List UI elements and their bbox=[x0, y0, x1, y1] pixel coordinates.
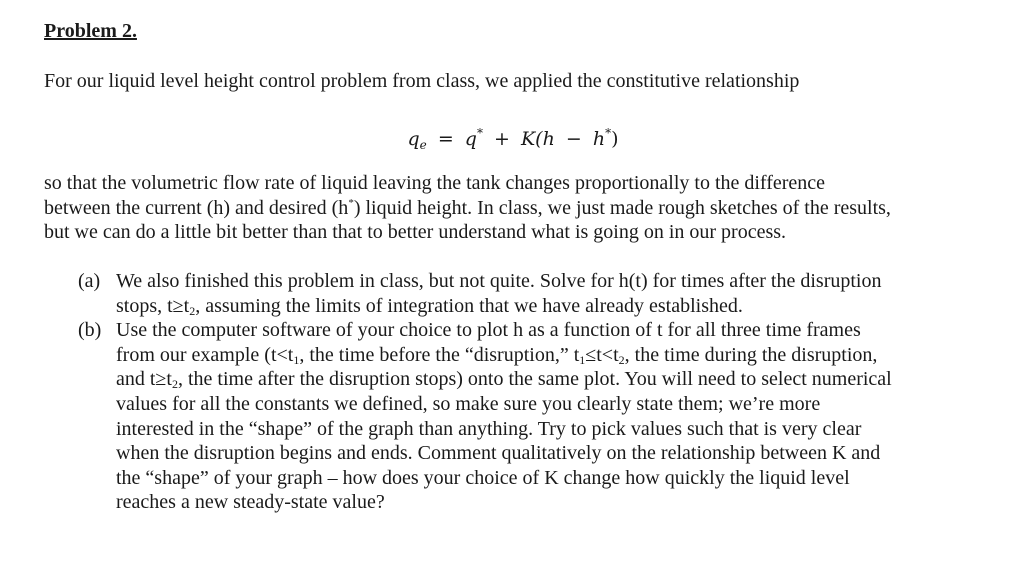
item-b-line-8: reaches a new steady-state value? bbox=[116, 491, 385, 514]
para-line-2-after: ) liquid height. In class, we just made rough sketches of the results, bbox=[353, 196, 891, 219]
item-a-line-2-before: stops, t≥t bbox=[116, 294, 190, 317]
item-b-line-7: the “shape” of your graph – how does your choice of K change how quickly the liquid level bbox=[116, 466, 850, 489]
eq-star1: * bbox=[476, 126, 483, 140]
item-b-line-2-a: from our example (t<t bbox=[116, 343, 294, 366]
item-b-line-3-sub: 2 bbox=[171, 377, 178, 392]
constitutive-equation bbox=[0, 120, 1026, 158]
eq-lhs-var: q bbox=[407, 128, 420, 150]
para-line-2 bbox=[44, 196, 1004, 221]
question-list bbox=[78, 269, 1008, 515]
item-b-marker: (b) bbox=[78, 319, 102, 342]
item-b-line-3 bbox=[116, 367, 1008, 392]
eq-plus: + bbox=[494, 128, 510, 150]
item-a-line-2-after: , assuming the limits of integration that we have already established. bbox=[195, 294, 743, 317]
item-a-line-2-sub: 2 bbox=[189, 303, 196, 318]
list-item-b bbox=[78, 318, 1008, 515]
explanation-paragraph bbox=[44, 171, 1004, 245]
para-line-2-before: between the current (h) and desired (h bbox=[44, 196, 349, 219]
item-b-line-2-sub3: 2 bbox=[618, 352, 625, 367]
para-line-3: but we can do a little bit better than that to better understand what is going on in our process. bbox=[44, 221, 787, 243]
item-b-line-3-b: , the time after the disruption stops) onto the same plot. You will need to select numerical bbox=[177, 368, 892, 391]
item-b-line-2 bbox=[116, 343, 1008, 368]
item-b-line-2-sub2: 1 bbox=[579, 352, 586, 367]
item-b-line-2-sub1: 1 bbox=[293, 352, 300, 367]
para-line-1: so that the volumetric flow rate of liquid leaving the tank changes proportionally to the difference bbox=[44, 172, 826, 194]
eq-q-var: q bbox=[464, 128, 477, 150]
list-item-a bbox=[78, 269, 1008, 318]
item-a-line-2 bbox=[116, 294, 1008, 319]
problem-heading: Problem 2. bbox=[44, 20, 137, 42]
item-b-line-5: interested in the “shape” of the graph than anything. Try to pick values such that is very clear bbox=[116, 417, 862, 440]
intro-text: For our liquid level height control problem from class, we applied the constitutive relationship bbox=[44, 70, 800, 92]
item-b-line-2-d: , the time during the disruption, bbox=[624, 343, 878, 366]
item-a-line-1: We also finished this problem in class, but not quite. Solve for h(t) for times after the disruption bbox=[116, 270, 882, 292]
item-b-line-2-c: ≤t<t bbox=[585, 343, 619, 366]
item-b-line-1: Use the computer software of your choice to plot h as a function of t for all three time frames bbox=[116, 319, 861, 342]
eq-h2-var: h bbox=[592, 128, 606, 150]
eq-equals: = bbox=[437, 128, 454, 150]
eq-k-open: K( bbox=[520, 128, 543, 150]
para-line-2-sup: * bbox=[348, 196, 354, 209]
eq-lhs-sub: e bbox=[419, 138, 427, 152]
item-b-line-6: when the disruption begins and ends. Comment qualitatively on the relationship between K and bbox=[116, 442, 881, 465]
eq-star2: * bbox=[605, 126, 612, 140]
item-b-line-2-b: , the time before the “disruption,” t bbox=[299, 343, 580, 366]
eq-close: ) bbox=[611, 128, 619, 150]
item-b-line-4: values for all the constants we defined, so make sure you clearly state them; we’re more bbox=[116, 392, 821, 415]
eq-minus: − bbox=[565, 128, 582, 150]
eq-h-var: h bbox=[542, 128, 555, 150]
item-b-line-3-a: and t≥t bbox=[116, 368, 172, 391]
item-a-marker: (a) bbox=[78, 270, 101, 292]
